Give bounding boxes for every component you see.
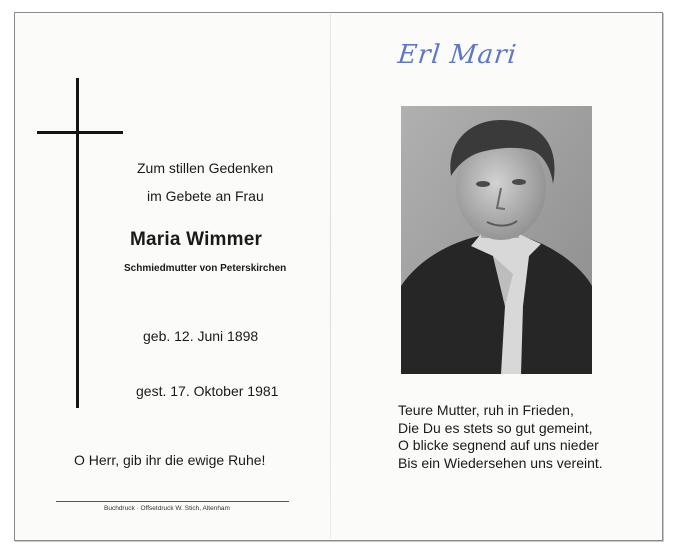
portrait-image [401,106,592,374]
memorial-verse [398,402,603,472]
intro-line-1: Zum stillen Gedenken [137,160,274,176]
deceased-name: Maria Wimmer [130,229,263,250]
cross-icon [76,78,79,408]
card-fold-line [330,14,331,538]
birth-date: geb. 12. Juni 1898 [143,328,259,344]
verse-line: Teure Mutter, ruh in Frieden, [398,402,574,418]
deceased-role: Schmiedmutter von Peterskirchen [124,263,287,274]
prayer-line: O Herr, gib ihr die ewige Ruhe! [74,452,266,468]
death-date: gest. 17. Oktober 1981 [136,383,279,399]
verse-line: Die Du es stets so gut gemeint, [398,419,593,436]
intro-line-2: im Gebete an Frau [147,188,264,204]
cross-icon-crossbar [37,131,123,134]
printer-credit: Buchdruck · Offsetdruck W. Stich, Altenham [104,505,230,512]
handwritten-note: Erl Mari [396,40,519,70]
verse-line: O blicke segnend auf uns nieder [398,437,599,453]
printer-divider [56,501,289,502]
portrait-photo [401,106,592,374]
verse-line: Bis ein Wiedersehen uns vereint. [398,454,603,471]
